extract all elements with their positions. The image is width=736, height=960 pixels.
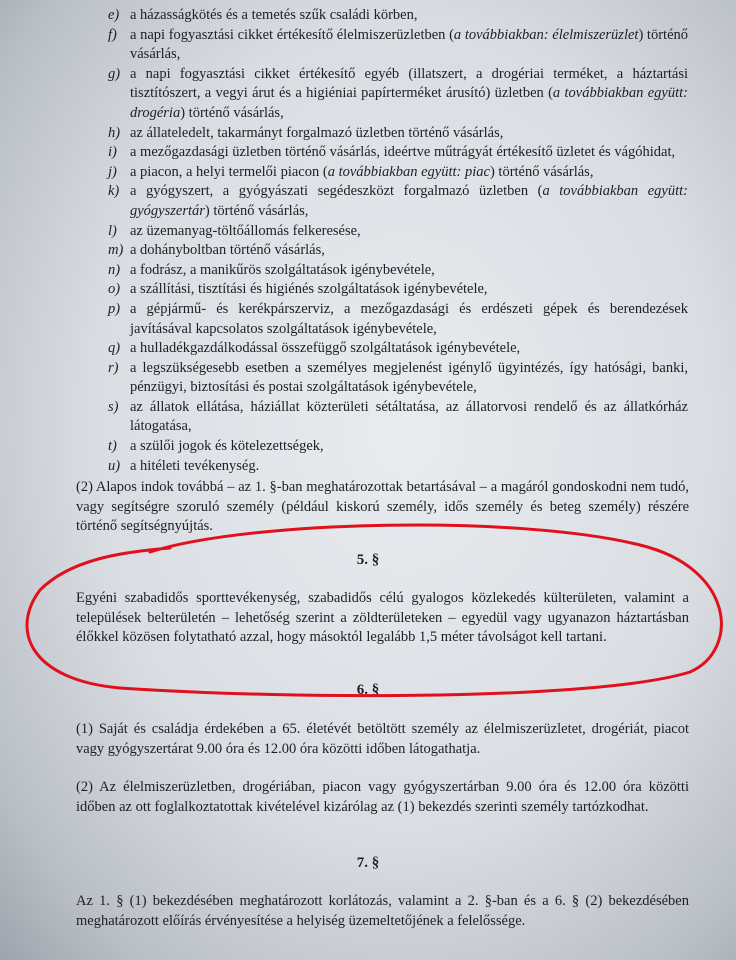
list-item-letter: t) bbox=[108, 438, 117, 455]
list-item-text: a hitéleti tevékenység. bbox=[130, 457, 260, 474]
list-item-letter: m) bbox=[108, 242, 124, 259]
list-item-letter: k) bbox=[108, 183, 120, 200]
list-item-letter: e) bbox=[108, 7, 120, 23]
section-7-text: Az 1. § (1) bekezdésében meghatározott korlátozás, valamint a 2. §-ban és a 6. § (2) bekezdésében meghatározott előírás érvényesítése a helyiség üzemeltetőjének a felelőssége. bbox=[76, 893, 689, 929]
list-item-letter: j) bbox=[108, 163, 117, 180]
list-item-text: a gyógyszert, a gyógyászati segédeszközt forgalmazó üzletben (a továbbiakban együtt: gyógyszertár) történő vásárlás, bbox=[130, 183, 688, 219]
list-item-letter: s) bbox=[108, 398, 119, 415]
list-item-text: a dohányboltban történő vásárlás, bbox=[130, 242, 325, 259]
section-7-title: 7. § bbox=[356, 855, 380, 871]
list-item-text: a piacon, a helyi termelői piacon (a továbbiakban együtt: piac) történő vásárlás, bbox=[130, 163, 594, 180]
section-6-title: 6. § bbox=[356, 682, 380, 698]
list-item-letter: f) bbox=[108, 26, 117, 43]
section-6-paragraph-1: (1) Saját és családja érdekében a 65. életévét betöltött személy az élelmiszerüzletet, drogériát, piacot vagy gyógyszertárat 9.00 óra és 12.00 óra közötti időben látogathatja. bbox=[76, 721, 689, 757]
list-item-text: a hulladékgazdálkodással összefüggő szolgáltatások igénybevétele, bbox=[130, 340, 521, 357]
section-5-title: 5. § bbox=[356, 552, 380, 568]
list-item-letter: h) bbox=[108, 124, 121, 141]
list-item-text: az állateledelt, takarmányt forgalmazó üzletben történő vásárlás, bbox=[130, 124, 504, 141]
list-item-letter: n) bbox=[108, 261, 121, 278]
list-item-letter: g) bbox=[108, 65, 121, 82]
list-item-text: a napi fogyasztási cikket értékesítő egyéb (illatszert, a drogériai terméket, a háztartási tisztítószert, a vegyi árut és a higiéniai papírterméket árusító) üzletben (a továbbiakban együtt: drogéria) történő vásárlás, bbox=[130, 65, 688, 121]
list-item-letter: o) bbox=[108, 281, 121, 298]
list-item-letter: q) bbox=[108, 340, 121, 357]
list-item-text: a szülői jogok és kötelezettségek, bbox=[130, 438, 324, 455]
list-item-text: a szállítási, tisztítási és higiénés szolgáltatások igénybevétele, bbox=[130, 281, 488, 298]
list-item-text: a napi fogyasztási cikket értékesítő élelmiszerüzletben (a továbbiakban: élelmiszerüzlet) történő vásárlás, bbox=[130, 26, 688, 63]
list-item-text: a gépjármű- és kerékpárszerviz, a mezőgazdasági és erdészeti gépek és berendezések javításával kapcsolatos szolgáltatások igénybevétele, bbox=[130, 300, 688, 337]
section-5-text: Egyéni szabadidős sporttevékenység, szabadidős célú gyalogos közlekedés külterületen, valamint a települések belterületén – lehetőség szerint a zöldterületeken – egyedül vagy ugyanazon háztartásban élőkkel közösen folytatható azzal, hogy másoktól legalább 1,5 méter távolságot kell tartani. bbox=[76, 590, 689, 646]
list-item-letter: p) bbox=[108, 300, 121, 317]
list-item-text: a legszükségesebb esetben a személyes megjelenést igénylő ügyintézés, így hatósági, banki, pénzügyi, biztosítási és postai szolgáltatások igénybevétele, bbox=[130, 359, 688, 396]
list-item-letter: l) bbox=[108, 222, 117, 239]
list-item-text: az üzemanyag-töltőállomás felkeresése, bbox=[130, 222, 361, 239]
list-item-text: a házasságkötés és a temetés szűk családi körben, bbox=[130, 7, 418, 23]
section-4-paragraph-2: (2) Alapos indok továbbá – az 1. §-ban meghatározottak betartásával – a magáról gondoskodni nem tudó, vagy segítségre szoruló személy (például kiskorú személy, idős személy és beteg személy) részére történő segítségnyújtás. bbox=[76, 479, 689, 535]
list-item-text: az állatok ellátása, háziállat közterületi sétáltatása, az állatorvosi rendelő és az állatkórház látogatása, bbox=[130, 398, 688, 435]
list-item-text: a fodrász, a manikűrös szolgáltatások igénybevétele, bbox=[130, 261, 435, 278]
list-item-letter: r) bbox=[108, 359, 119, 376]
section-6-paragraph-2: (2) Az élelmiszerüzletben, drogériában, piacon vagy gyógyszertárban 9.00 óra és 12.00 óra közötti időben az ott foglalkoztatottak kivételével kizárólag az (1) bekezdés szerinti személy tartózkodhat. bbox=[76, 779, 689, 815]
list-item-letter: u) bbox=[108, 457, 121, 474]
list-item-text: a mezőgazdasági üzletben történő vásárlás, ideértve műtrágyát értékesítő üzletet és vágóhidat, bbox=[130, 144, 676, 161]
list-item-letter: i) bbox=[108, 144, 117, 161]
